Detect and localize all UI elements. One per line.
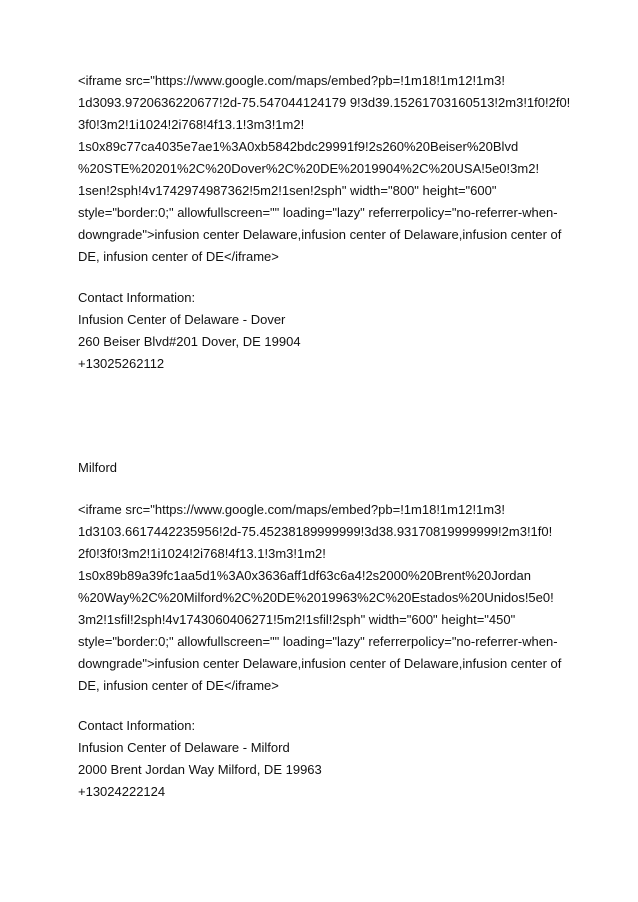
dover-iframe-line-8: downgrade">infusion center Delaware,infusion center of Delaware,infusion center of	[78, 227, 562, 242]
dover-contact-address: 260 Beiser Blvd#201 Dover, DE 19904	[78, 334, 301, 349]
milford-section-title: Milford	[78, 460, 118, 475]
milford-iframe-line-8: downgrade">infusion center Delaware,infusion center of Delaware,infusion center of	[78, 656, 562, 671]
milford-contact-phone: +13024222124	[78, 784, 166, 799]
dover-iframe-line-2: 1d3093.9720636220677!2d-75.547044124179 9!3d39.15261703160513!2m3!1f0!2f0!	[78, 95, 571, 110]
dover-contact-heading: Contact Information:	[78, 290, 196, 305]
milford-iframe-line-1: <iframe src="https://www.google.com/maps/embed?pb=!1m18!1m12!1m3!	[78, 502, 505, 517]
dover-iframe-line-9: DE, infusion center of DE</iframe>	[78, 249, 279, 264]
milford-iframe-line-9: DE, infusion center of DE</iframe>	[78, 678, 279, 693]
dover-iframe-line-1: <iframe src="https://www.google.com/maps/embed?pb=!1m18!1m12!1m3!	[78, 73, 505, 88]
milford-iframe-line-5: %20Way%2C%20Milford%2C%20DE%2019963%2C%20Estados%20Unidos!5e0!	[78, 590, 554, 605]
milford-iframe-line-6: 3m2!1sfil!2sph!4v1743060406271!5m2!1sfil!2sph" width="600" height="450"	[78, 612, 516, 627]
milford-contact-heading: Contact Information:	[78, 718, 196, 733]
milford-iframe-line-7: style="border:0;" allowfullscreen="" loading="lazy" referrerpolicy="no-referrer-when-	[78, 634, 558, 649]
dover-contact-phone: +13025262112	[78, 356, 165, 371]
dover-iframe-line-7: style="border:0;" allowfullscreen="" loading="lazy" referrerpolicy="no-referrer-when-	[78, 205, 558, 220]
milford-iframe-line-2: 1d3103.6617442235956!2d-75.45238189999999!3d38.93170819999999!2m3!1f0!	[78, 524, 553, 539]
dover-contact-name: Infusion Center of Delaware - Dover	[78, 312, 286, 327]
milford-iframe-line-4: 1s0x89b89a39fc1aa5d1%3A0x3636aff1df63c6a4!2s2000%20Brent%20Jordan	[78, 568, 531, 583]
milford-contact-address: 2000 Brent Jordan Way Milford, DE 19963	[78, 762, 322, 777]
dover-iframe-line-3: 3f0!3m2!1i1024!2i768!4f13.1!3m3!1m2!	[78, 117, 305, 132]
dover-iframe-line-4: 1s0x89c77ca4035e7ae1%3A0xb5842bdc29991f9!2s260%20Beiser%20Blvd	[78, 139, 519, 154]
milford-contact-name: Infusion Center of Delaware - Milford	[78, 740, 290, 755]
dover-iframe-line-6: 1sen!2sph!4v1742974987362!5m2!1sen!2sph" width="800" height="600"	[78, 183, 497, 198]
dover-iframe-line-5: %20STE%20201%2C%20Dover%2C%20DE%2019904%2C%20USA!5e0!3m2!	[78, 161, 540, 176]
milford-iframe-line-3: 2f0!3f0!3m2!1i1024!2i768!4f13.1!3m3!1m2!	[78, 546, 326, 561]
